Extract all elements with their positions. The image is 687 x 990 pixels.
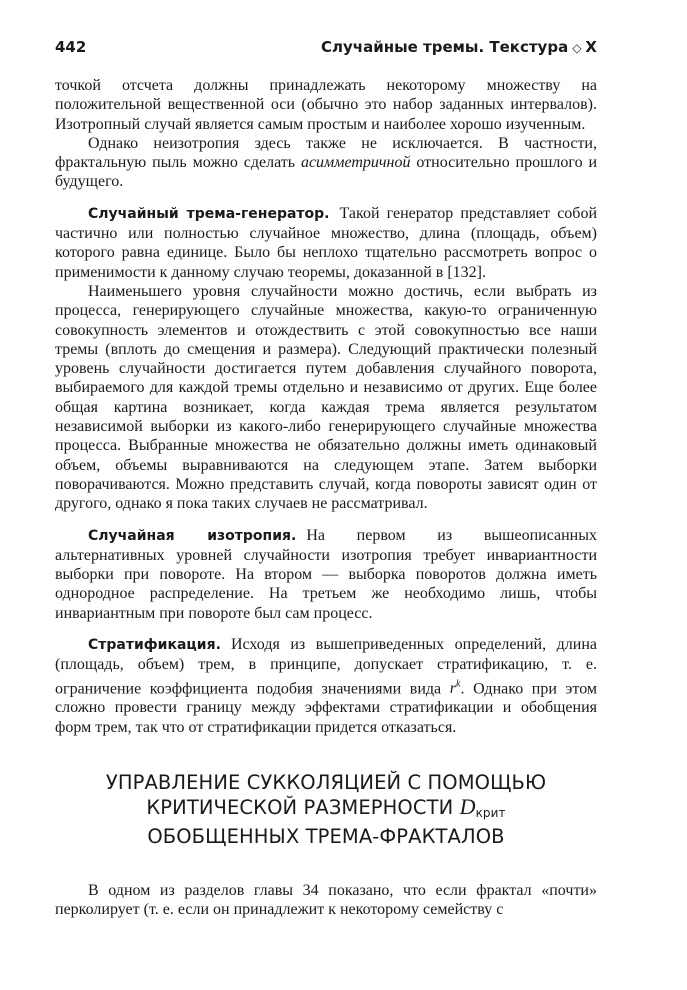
page-body (55, 76, 597, 919)
runin-heading-random-isotropy: Случайная изотропия. (88, 527, 297, 544)
paragraph-text: На первом из вышеописанных альтернативных уровней случайности изотропия требует инвариантности выборки при повороте. На втором — выборка поворотов должна иметь однородное распределение. На третьем же необходимо лишь, чтобы инвариантным при повороте был сам процесс. (55, 526, 597, 622)
paragraph-stratification (55, 635, 597, 737)
runin-heading-random-generator: Случайный трема-генератор. (88, 205, 330, 222)
section-heading-variable: D (459, 793, 476, 819)
chapter-title-text: Случайные тремы. Текстура (321, 38, 569, 56)
paragraph-random-isotropy (55, 526, 597, 623)
section-heading-text: ОБОБЩЕННЫХ ТРЕМА-ФРАКТАЛОВ (147, 824, 505, 848)
paragraph-text: Такой генератор представляет собой частично или полностью случайное множество, длина (площадь, объем) которого равна единице. Было бы неплохо тщательно рассмотреть вопрос о применимости к данному случаю теоремы, доказанной в [132]. (55, 204, 598, 281)
paragraph-continuation: точкой отсчета должны принадлежать некоторому множеству на положительной вещественной оси (обычно это набор заданных интервалов). Изотропный случай является самым простым и наиболее хорошо изученным. (55, 77, 597, 133)
paragraph-text: относительно прошлого и будущего. (55, 154, 597, 191)
running-head (55, 30, 597, 56)
section-heading (75, 771, 577, 849)
paragraph-percolation: В одном из разделов главы 34 показано, что если фрактал «почти» перколирует (т. е. если он принадлежит к некоторому семейству с (55, 881, 597, 919)
emphasis-asymmetric: асимметричной (300, 154, 411, 172)
formula-r-power-k (450, 680, 461, 697)
chapter-title (321, 38, 597, 56)
runin-heading-stratification: Стратификация. (88, 637, 221, 654)
paragraph-random-generator (55, 204, 597, 282)
paragraph-text: Исходя из вышеприведенных определений, длина (площадь, объем) трем, в принципе, допускает стратификацию, т. е. ограничение коэффициента подобия значениями вида (55, 636, 597, 697)
section-heading-text: УПРАВЛЕНИЕ СУККОЛЯЦИЕЙ С ПОМОЩЬЮ КРИТИЧЕСКОЙ РАЗМЕРНОСТИ (105, 770, 547, 819)
page-number: 442 (55, 38, 87, 56)
section-heading-subscript: крит (475, 805, 506, 820)
paragraph-text: Однако неизотропия здесь также не исключается. В частности, фрактальную пыль можно сделать (55, 134, 597, 172)
formula-exponent: k (456, 678, 461, 690)
paragraph-randomness-levels: Наименьшего уровня случайности можно достичь, если выбрать из процесса, генерирующего случайные множества, какую-то ограниченную совокупность элементов и отождествить с этой совокупностью все наши тремы (вплоть до смещения и размера). Следующий практически полезный уровень случайности достигается путем добавления случайного поворота, выбираемого для каждой тремы отдельно и независимо от других. Еще более общая картина возникает, когда каждая трема является результатом независимой выборки из какого-либо генерирующего случайные множества процесса. Выбранные множества не обязательно должны иметь одинаковый объем, объемы выравниваются на следующем этапе. Затем выборки поворачиваются. Можно представить случай, когда повороты зависят один от другого, однако я пока таких случаев не рассматривал. (55, 282, 597, 513)
diamond-separator-icon: ◇ (572, 41, 582, 55)
formula-base: r (449, 679, 457, 697)
paragraph-text: . Однако при этом сложно провести границу между эффектами стратификации и обобщения форм трем, так что от стратификации придется отказаться. (55, 679, 598, 736)
paragraph-anisotropy (55, 134, 597, 192)
chapter-number: X (585, 38, 597, 56)
